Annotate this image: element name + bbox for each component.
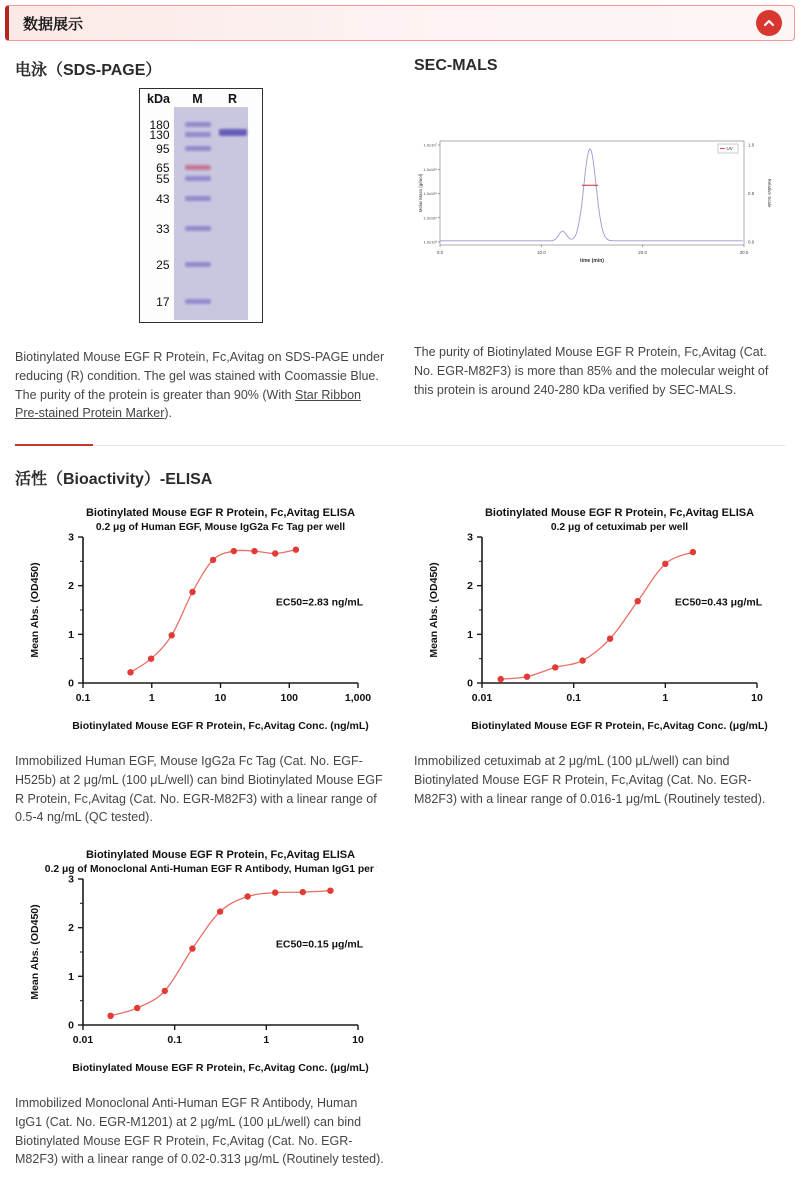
elisa-caption-2: Immobilized cetuximab at 2 μg/mL (100 μL/well) can bind Biotinylated Mouse EGF R Protein, Fc,Avitag (Cat. No. EGR-M82F3) with a linear range of 0.016-1 μg/mL (Routinely tested).	[414, 754, 766, 806]
gel-marker-band	[185, 146, 211, 151]
ec50-annotation: EC50=2.83 ng/mL	[275, 596, 363, 609]
divider-accent	[15, 444, 93, 446]
svg-text:1.0x10⁵: 1.0x10⁵	[423, 191, 437, 196]
plot-frame	[440, 141, 744, 245]
elisa-caption-3: Immobilized Monoclonal Anti-Human EGF R Antibody, Human IgG1 (Cat. No. EGR-M1201) at 2 μg/mL (100 μL/well) can bind Biotinylated Mouse EGF R Protein, Fc,Avitag (Cat. No. EGR-M82F3) with a linear range of 0.02-0.313 μg/mL (Routinely tested).	[15, 1096, 384, 1167]
gel-marker-band	[185, 299, 211, 304]
sec-x-axis-label: time (min)	[580, 258, 604, 264]
section-divider	[15, 445, 785, 446]
gel-lane-area	[174, 107, 248, 320]
y-axis-label: Mean Abs. (OD450)	[28, 562, 41, 658]
chart-title: Biotinylated Mouse EGF R Protein, Fc,Avitag ELISA	[85, 507, 355, 519]
svg-text:1.0x10³: 1.0x10³	[423, 239, 437, 245]
gel-ladder-label: 33	[156, 222, 170, 236]
sds-page-column	[15, 41, 386, 423]
chart-title: Biotinylated Mouse EGF R Protein, Fc,Avitag ELISA	[484, 507, 754, 519]
y-axis-label: Mean Abs. (OD450)	[427, 562, 440, 658]
sec-mals-chart	[414, 131, 786, 276]
sec-mals-figure-wrap	[414, 83, 785, 331]
svg-text:3: 3	[67, 531, 74, 544]
svg-text:1,000: 1,000	[344, 692, 371, 704]
x-axis-label: Biotinylated Mouse EGF R Protein, Fc,Avitag Conc. (μg/mL)	[470, 720, 768, 732]
sec-mals-column	[414, 41, 785, 423]
svg-text:1.0x10⁶: 1.0x10⁶	[423, 166, 437, 172]
svg-text:0.0: 0.0	[748, 239, 755, 245]
svg-text:10.0: 10.0	[536, 250, 546, 255]
elisa-chart-human-egf	[25, 503, 377, 740]
sds-gel-figure-wrap	[15, 88, 386, 336]
svg-text:1.0: 1.0	[748, 142, 755, 148]
gel-marker-band	[185, 122, 211, 127]
sec-legend	[718, 144, 738, 153]
sds-page-title: 电泳（SDS-PAGE）	[15, 62, 162, 79]
chevron-up-icon	[762, 17, 776, 29]
empty-cell	[414, 845, 785, 1169]
svg-text:1: 1	[466, 628, 473, 641]
gel-sample-band	[219, 129, 247, 136]
svg-text:0: 0	[67, 677, 74, 690]
bioactivity-section	[0, 503, 800, 1169]
elisa-block-3	[15, 845, 386, 1169]
gel-marker-band	[185, 262, 211, 267]
elisa-1-svg	[25, 503, 377, 735]
elisa-chart-cetuximab	[424, 503, 776, 740]
x-axis-label: Biotinylated Mouse EGF R Protein, Fc,Avitag Conc. (ng/mL)	[71, 720, 369, 732]
sec-mals-title: SEC-MALS	[414, 57, 498, 74]
chart-subtitle: 0.2 μg of cetuximab per well	[550, 522, 688, 533]
gel-ladder-label: 17	[156, 295, 170, 309]
marker-link[interactable]: Star Ribbon Pre-stained Protein Marker	[15, 387, 362, 421]
gel-ladder-label: 55	[156, 172, 170, 186]
gel-ladder-label: 25	[156, 258, 170, 272]
elisa-block-2	[414, 503, 785, 827]
gel-ladder-label: 43	[156, 192, 170, 206]
svg-text:UV: UV	[726, 146, 733, 151]
gel-marker-band	[185, 132, 211, 137]
svg-text:10: 10	[214, 692, 226, 704]
gel-kda-header: kDa	[147, 92, 170, 106]
svg-text:1.0x10⁴: 1.0x10⁴	[423, 215, 437, 221]
elisa-2-svg	[424, 503, 776, 735]
svg-text:10: 10	[351, 1034, 364, 1046]
svg-text:2: 2	[67, 580, 74, 593]
gel-lane-m-label: M	[192, 92, 203, 106]
gel-ladder-label: 180	[149, 118, 170, 132]
gel-ladder-label: 95	[156, 142, 170, 156]
gel-ladder-label: 65	[156, 161, 170, 175]
gel-marker-band	[185, 165, 211, 170]
gel-marker-band	[185, 226, 211, 231]
chart-subtitle: 0.2 μg of Monoclonal Anti-Human EGF R Antibody, Human IgG1 per well	[44, 864, 377, 875]
data-points	[497, 549, 696, 682]
sds-caption	[15, 348, 386, 423]
svg-text:1.0x10⁷: 1.0x10⁷	[423, 142, 437, 148]
svg-text:1: 1	[148, 692, 155, 704]
svg-text:0.0: 0.0	[436, 250, 444, 255]
sec-mals-svg	[414, 131, 786, 271]
svg-text:0.01: 0.01	[471, 692, 492, 704]
sds-caption-tail: ).	[164, 406, 173, 421]
bioactivity-title: 活性（Bioactivity）-ELISA	[15, 471, 213, 488]
svg-text:0.1: 0.1	[75, 692, 90, 704]
svg-text:0.1: 0.1	[166, 1034, 182, 1046]
elisa-chart-anti-egfr	[25, 845, 377, 1082]
svg-text:100: 100	[279, 692, 298, 704]
panel-title: 数据展示	[23, 15, 84, 33]
sds-gel-image	[139, 88, 263, 323]
gel-marker-band	[185, 196, 211, 201]
gel-lane-r-label: R	[227, 92, 238, 106]
ec50-annotation: EC50=0.15 μg/mL	[275, 938, 363, 951]
elisa-block-1	[15, 503, 386, 827]
purity-section	[0, 41, 800, 423]
svg-text:1: 1	[67, 628, 74, 641]
elisa-3-svg	[25, 845, 377, 1077]
svg-text:1: 1	[262, 1034, 269, 1046]
sec-right-axis-label: Relative Scale	[767, 178, 772, 208]
svg-text:2: 2	[466, 580, 473, 593]
svg-text:20.0: 20.0	[638, 250, 648, 255]
sec-left-axis-label: Molar Mass (g/mol)	[418, 173, 423, 213]
gel-ladder-label: 130	[149, 128, 170, 142]
gel-marker-band	[185, 176, 211, 181]
x-axis-label: Biotinylated Mouse EGF R Protein, Fc,Avitag Conc. (μg/mL)	[71, 1062, 369, 1074]
svg-text:0: 0	[466, 677, 473, 690]
svg-text:2: 2	[67, 922, 74, 935]
svg-text:3: 3	[466, 531, 473, 544]
svg-text:0.5: 0.5	[748, 191, 755, 196]
fit-curve	[130, 550, 295, 673]
svg-text:1: 1	[661, 692, 668, 704]
svg-text:10: 10	[750, 692, 763, 704]
y-axis-label: Mean Abs. (OD450)	[28, 904, 41, 1000]
data-display-panel-header	[5, 5, 795, 41]
svg-text:0.1: 0.1	[565, 692, 581, 704]
svg-text:3: 3	[67, 873, 74, 886]
svg-text:0.01: 0.01	[72, 1034, 93, 1046]
svg-text:30.0: 30.0	[739, 250, 749, 255]
svg-text:1: 1	[67, 970, 74, 983]
collapse-section-button[interactable]	[756, 10, 782, 36]
chart-subtitle: 0.2 μg of Human EGF, Mouse IgG2a Fc Tag per well	[95, 522, 345, 533]
sec-mals-caption: The purity of Biotinylated Mouse EGF R Protein, Fc,Avitag (Cat. No. EGR-M82F3) is more than 85% and the molecular weight of this protein is around 240-280 kDa verified by SEC-MALS.	[414, 345, 769, 397]
fit-curve	[500, 552, 692, 679]
ec50-annotation: EC50=0.43 μg/mL	[674, 596, 762, 609]
sds-caption-text: Biotinylated Mouse EGF R Protein, Fc,Avitag on SDS-PAGE under reducing (R) condition. The gel was stained with Coomassie Blue. The purity of the protein is greater than 90% (With	[15, 350, 385, 402]
elisa-caption-1: Immobilized Human EGF, Mouse IgG2a Fc Tag (Cat. No. EGF-H525b) at 2 μg/mL (100 μL/well) can bind Biotinylated Mouse EGF R Protein, Fc,Avitag (Cat. No. EGR-M82F3) with a linear range of 0.5-4 ng/mL (QC tested).	[15, 754, 383, 825]
chart-title: Biotinylated Mouse EGF R Protein, Fc,Avitag ELISA	[85, 849, 355, 861]
svg-text:0: 0	[67, 1019, 74, 1032]
data-points	[107, 888, 333, 1020]
